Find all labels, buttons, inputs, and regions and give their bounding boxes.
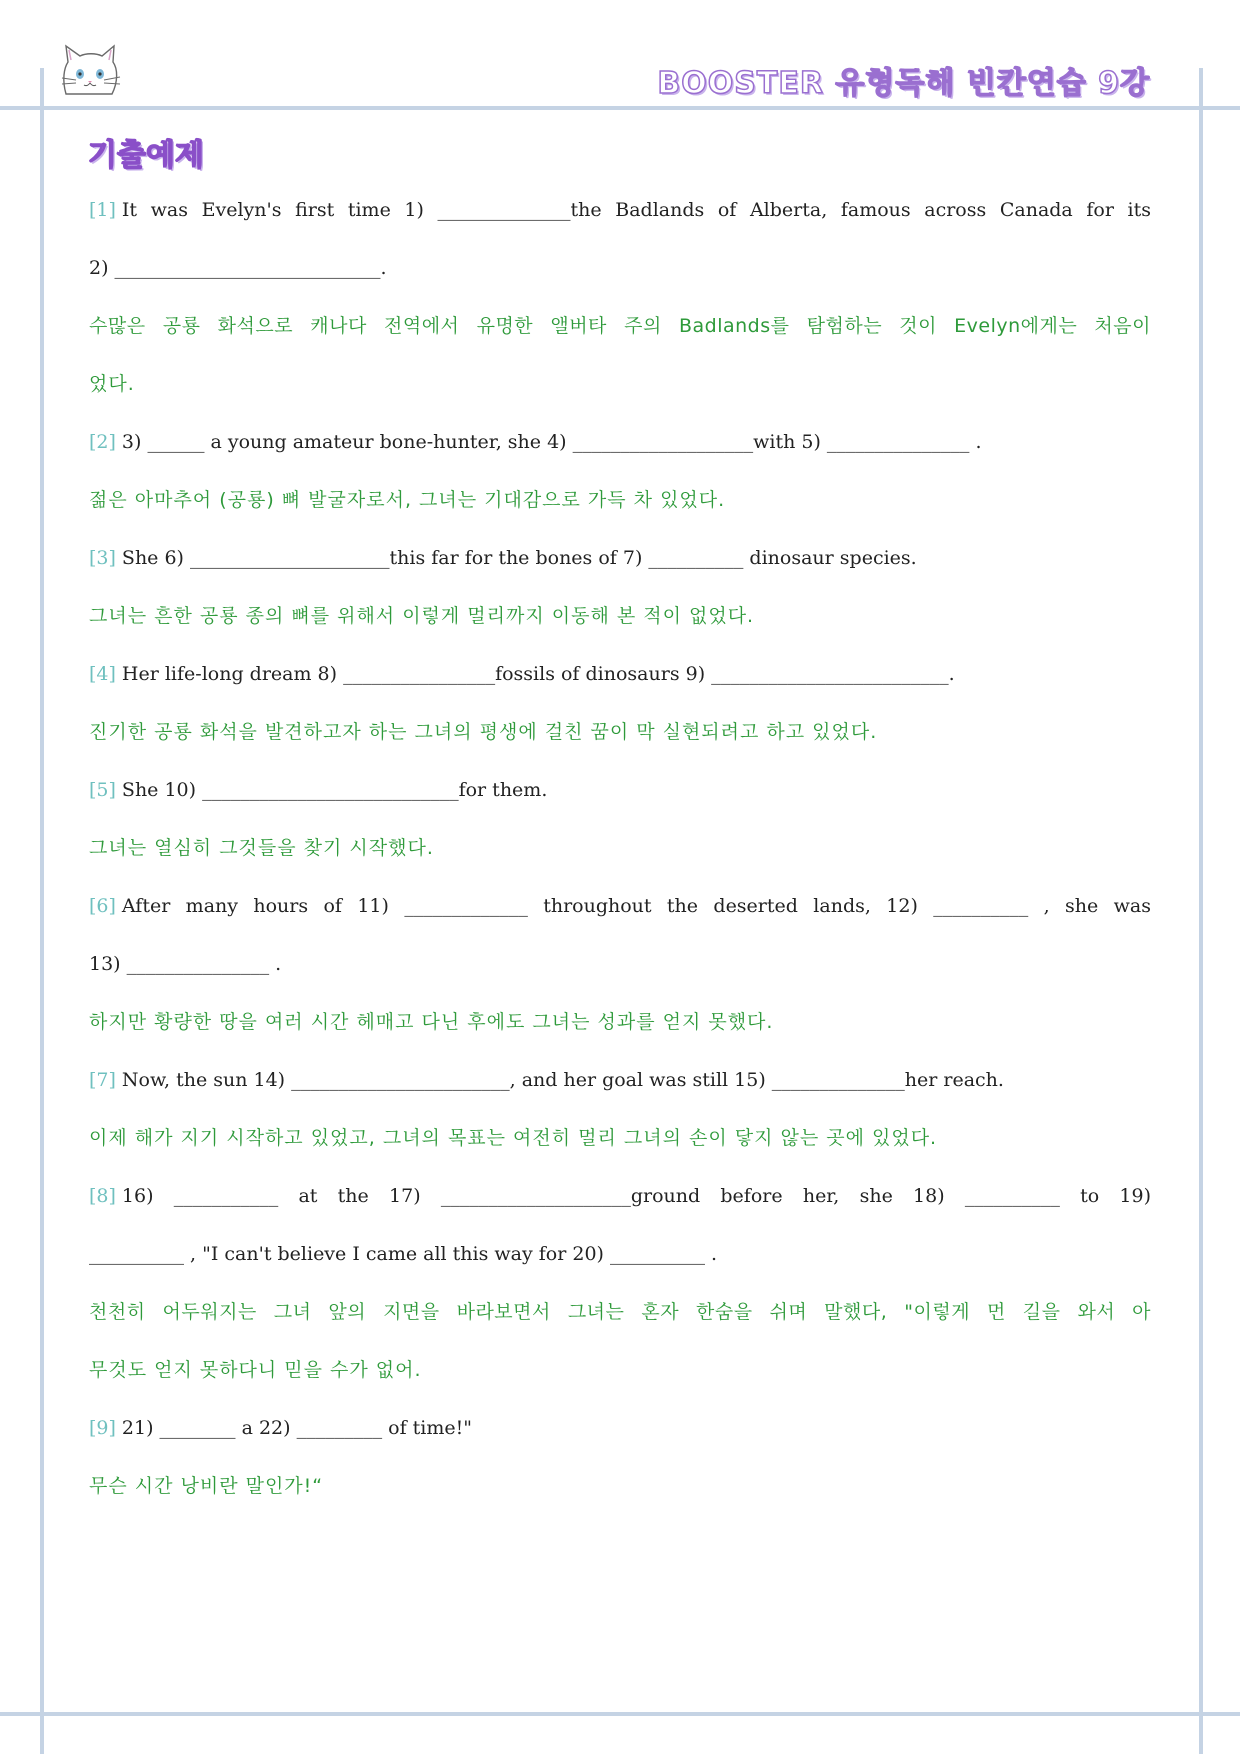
korean-translation-line xyxy=(89,822,1151,880)
english-sentence-line xyxy=(89,938,1151,996)
cat-face-icon xyxy=(58,44,124,100)
line-text: 그녀는 흔한 공룡 종의 뼈를 위해서 이렇게 멀리까지 이동해 본 적이 없었다. xyxy=(89,605,755,627)
english-sentence-line xyxy=(89,648,1151,706)
line-text: 13) _______________ . xyxy=(89,953,282,975)
line-text: 16) ___________ at the 17) ____________________ground before her, she 18) __________ to 19) xyxy=(121,1185,1151,1207)
english-sentence-line xyxy=(89,1170,1151,1228)
korean-translation-line xyxy=(89,1112,1151,1170)
sentence-number: [6] xyxy=(89,895,116,917)
line-text: 하지만 황량한 땅을 여러 시간 헤매고 다닌 후에도 그녀는 성과를 얻지 못했다. xyxy=(89,1011,774,1033)
header-title: BOOSTER 유형독해 빈칸연습 9강 xyxy=(657,66,1150,101)
english-sentence-line xyxy=(89,1402,1151,1460)
english-sentence-line xyxy=(89,184,1151,242)
sentence-number: [2] xyxy=(89,431,116,453)
english-sentence-line xyxy=(89,532,1151,590)
english-sentence-line xyxy=(89,242,1151,300)
sentence-number: [1] xyxy=(89,199,116,221)
frame-right-border xyxy=(1199,68,1203,1754)
line-text: 었다. xyxy=(89,373,135,395)
line-text: Her life-long dream 8) ________________fossils of dinosaurs 9) _________________________. xyxy=(121,663,955,685)
sentence-number: [9] xyxy=(89,1417,116,1439)
line-text: 수많은 공룡 화석으로 캐나다 전역에서 유명한 앨버타 주의 Badlands를 탐험하는 것이 Evelyn에게는 처음이 xyxy=(89,315,1151,337)
line-text: It was Evelyn's first time 1) ______________the Badlands of Alberta, famous across Canada for its xyxy=(121,199,1151,221)
line-text: After many hours of 11) _____________ throughout the deserted lands, 12) __________ , she was xyxy=(121,895,1151,917)
line-text: 진기한 공룡 화석을 발견하고자 하는 그녀의 평생에 걸친 꿈이 막 실현되려고 하고 있었다. xyxy=(89,721,878,743)
korean-translation-line xyxy=(89,1344,1151,1402)
english-sentence-line xyxy=(89,416,1151,474)
exercise-body xyxy=(89,184,1151,1518)
korean-translation-line xyxy=(89,1286,1151,1344)
section-title: 기출예제 xyxy=(88,138,204,173)
line-text: 무슨 시간 낭비란 말인가!“ xyxy=(89,1475,324,1497)
frame-bottom-border xyxy=(0,1712,1240,1716)
sentence-number: [3] xyxy=(89,547,116,569)
english-sentence-line xyxy=(89,764,1151,822)
sentence-number: [8] xyxy=(89,1185,116,1207)
line-text: 3) ______ a young amateur bone-hunter, she 4) ___________________with 5) _______________ . xyxy=(121,431,982,453)
korean-translation-line xyxy=(89,706,1151,764)
line-text: 2) ____________________________. xyxy=(89,257,387,279)
line-text: 21) ________ a 22) _________ of time!" xyxy=(121,1417,472,1439)
korean-translation-line xyxy=(89,1460,1151,1518)
korean-translation-line xyxy=(89,358,1151,416)
line-text: She 6) _____________________this far for the bones of 7) __________ dinosaur species. xyxy=(121,547,917,569)
english-sentence-line xyxy=(89,880,1151,938)
line-text: __________ , "I can't believe I came all this way for 20) __________ . xyxy=(89,1243,718,1265)
sentence-number: [5] xyxy=(89,779,116,801)
english-sentence-line xyxy=(89,1228,1151,1286)
frame-top-border xyxy=(0,106,1240,110)
sentence-number: [4] xyxy=(89,663,116,685)
korean-translation-line xyxy=(89,590,1151,648)
line-text: 천천히 어두워지는 그녀 앞의 지면을 바라보면서 그녀는 혼자 한숨을 쉬며 말했다, "이렇게 먼 길을 와서 아 xyxy=(89,1301,1151,1323)
line-text: 그녀는 열심히 그것들을 찾기 시작했다. xyxy=(89,837,434,859)
line-text: Now, the sun 14) _______________________, and her goal was still 15) ______________her reach. xyxy=(121,1069,1004,1091)
line-text: 무것도 얻지 못하다니 믿을 수가 없어. xyxy=(89,1359,422,1381)
line-text: She 10) ___________________________for them. xyxy=(121,779,548,801)
frame-left-border xyxy=(40,68,44,1754)
korean-translation-line xyxy=(89,474,1151,532)
line-text: 젊은 아마추어 (공룡) 뼈 발굴자로서, 그녀는 기대감으로 가득 차 있었다. xyxy=(89,489,726,511)
line-text: 이제 해가 지기 시작하고 있었고, 그녀의 목표는 여전히 멀리 그녀의 손이 닿지 않는 곳에 있었다. xyxy=(89,1127,938,1149)
english-sentence-line xyxy=(89,1054,1151,1112)
sentence-number: [7] xyxy=(89,1069,116,1091)
korean-translation-line xyxy=(89,300,1151,358)
korean-translation-line xyxy=(89,996,1151,1054)
